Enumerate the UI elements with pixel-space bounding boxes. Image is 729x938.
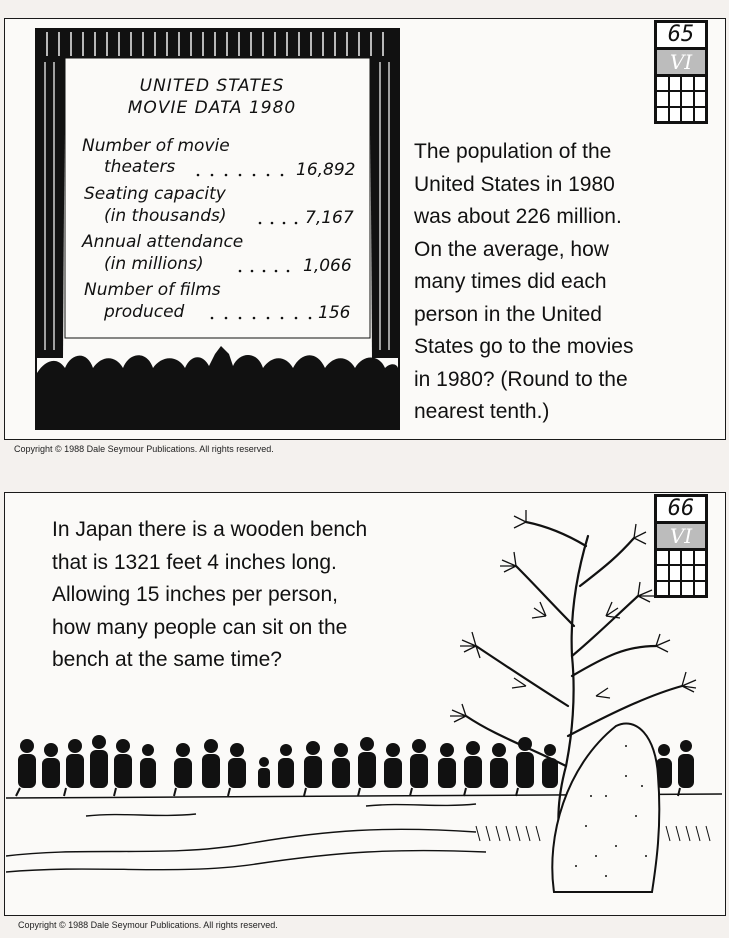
question-line: how many people can sit on the (52, 615, 348, 639)
level-label: VI (657, 50, 705, 74)
stat-value: 7,167 (305, 208, 354, 228)
stat-value: 16,892 (296, 160, 356, 180)
stat-label-line-2: (in millions) (104, 254, 204, 274)
question-line: The population of the (414, 140, 612, 163)
stat-value: 1,066 (303, 256, 352, 276)
screen-title-line-1: UNITED STATES (139, 76, 285, 96)
stat-label-line-2: (in thousands) (104, 206, 227, 226)
question-line: many times did each (414, 270, 607, 293)
question-line: person in the United (414, 302, 602, 326)
question-line: that is 1321 feet 4 inches long. (52, 550, 337, 574)
card-number-badge (654, 20, 708, 124)
badge-grid-icon (657, 77, 705, 121)
problem-question (414, 136, 633, 429)
question-line: was about 226 million. (414, 205, 622, 228)
question-line: Allowing 15 inches per person, (52, 583, 339, 606)
stat-label-line-1: Annual attendance (82, 232, 244, 252)
stat-value: 156 (318, 303, 351, 323)
question-line: United States in 1980 (414, 172, 615, 196)
question-line: nearest tenth.) (414, 400, 550, 423)
question-line: States go to the movies (414, 335, 634, 358)
stat-label-line-1: Number of films (84, 280, 221, 300)
copyright-notice: Copyright © 1988 Dale Seymour Publications. All rights reserved. (14, 444, 274, 454)
stat-label-line-1: Seating capacity (84, 184, 226, 204)
copyright-notice: Copyright © 1988 Dale Seymour Publications. All rights reserved. (18, 920, 278, 930)
question-line: On the average, how (414, 237, 609, 261)
level-label: VI (657, 524, 705, 548)
screen-title-line-2: MOVIE DATA 1980 (127, 98, 297, 118)
stat-label-line-2: theaters (104, 157, 176, 177)
stat-label-line-1: Number of movie (82, 136, 230, 156)
problem-card-66 (0, 476, 729, 938)
question-line: bench at the same time? (52, 648, 282, 671)
stat-label-line-2: produced (104, 302, 185, 322)
question-line: In Japan there is a wooden bench (52, 518, 368, 541)
card-number: 65 (657, 23, 705, 47)
bench-scene-illustration (6, 496, 722, 912)
dot-leaders (0, 0, 400, 330)
card-number: 66 (657, 497, 705, 521)
question-line: in 1980? (Round to the (414, 367, 628, 391)
